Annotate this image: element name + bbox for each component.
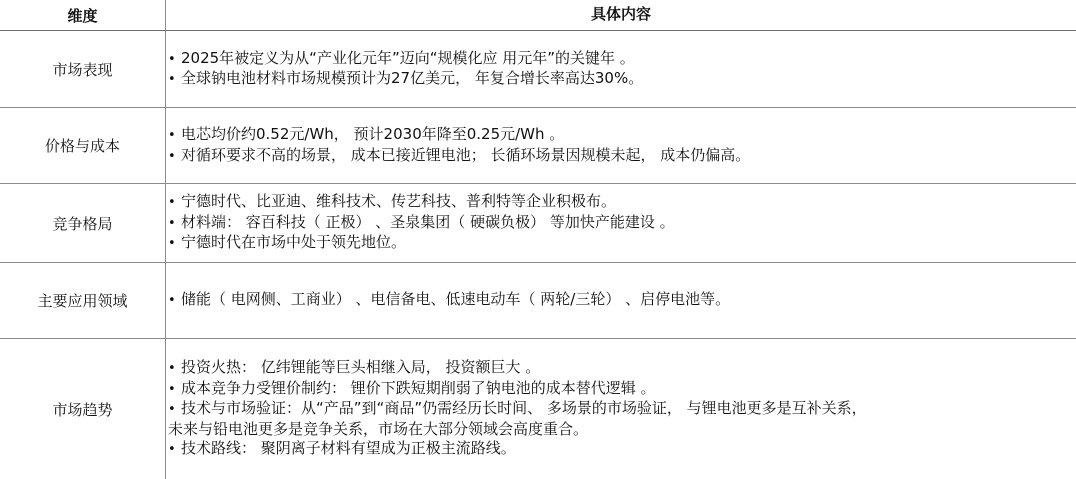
bullet-icon: •	[168, 293, 176, 309]
list-item: • 电芯均价约0.52元/Wh， 预计2030年降至0.25元/Wh 。	[168, 125, 1076, 146]
header-content: 具体内容	[590, 5, 651, 24]
list-item: • 全球钠电池材料市场规模预计为27亿美元， 年复合增长率高达30%。	[168, 69, 1076, 90]
row-content	[166, 184, 1076, 262]
bullet-icon: •	[168, 195, 176, 211]
table-header-row	[0, 0, 1076, 31]
bullet-icon: •	[168, 51, 176, 67]
table-row	[0, 108, 1076, 184]
list-item: • 储能（ 电网侧、工商业） 、电信备电、低速电动车（ 两轮/三轮） 、启停电池等。	[168, 290, 1076, 311]
table-row	[0, 184, 1076, 263]
list-item: • 技术与市场验证：从“产品”到“商品”仍需经历长时间、 多场景的市场验证， 与锂电池更多是互补关系，	[168, 399, 1076, 420]
list-item: • 宁德时代、比亚迪、维科技术、传艺科技、普利特等企业积极布。	[168, 192, 1076, 213]
row-content	[166, 31, 1076, 107]
bullet-icon: •	[168, 402, 176, 418]
list-item-continuation: 未来与铅电池更多是竞争关系，市场在大部分领域会高度重合。	[168, 419, 589, 438]
list-item: • 2025年被定义为从“产业化元年”迈向“规模化应 用元年”的关键年 。	[168, 49, 1076, 70]
row-dimension: 市场表现	[0, 31, 166, 107]
table-row	[0, 263, 1076, 339]
bullet-icon: •	[168, 128, 176, 143]
bullet-icon: •	[168, 381, 176, 397]
list-item: • 投资火热： 亿纬锂能等巨头相继入局， 投资额巨大 。	[168, 358, 1076, 379]
row-content	[166, 339, 1076, 479]
row-dimension: 市场趋势	[0, 339, 166, 479]
bullet-icon: •	[168, 72, 176, 87]
row-dimension: 主要应用领域	[0, 263, 166, 338]
bullet-icon: •	[168, 215, 176, 231]
header-dimension: 维度	[0, 0, 166, 30]
list-item: • 宁德时代在市场中处于领先地位。	[168, 233, 1076, 254]
row-dimension: 价格与成本	[0, 108, 166, 183]
row-content	[166, 108, 1076, 183]
list-item: • 材料端： 容百科技（ 正极） 、圣泉集团（ 硬碳负极） 等加快产能建设 。	[168, 213, 1076, 234]
bullet-icon: •	[168, 361, 176, 377]
table-row	[0, 31, 1076, 108]
row-content	[166, 263, 1076, 338]
list-item: • 技术路线： 聚阴离子材料有望成为正极主流路线。	[168, 439, 1076, 460]
list-item: • 成本竞争力受锂价制约： 锂价下跌短期削弱了钠电池的成本替代逻辑 。	[168, 379, 1076, 400]
list-item: • 对循环要求不高的场景， 成本已接近锂电池； 长循环场景因规模未起， 成本仍偏高。	[168, 146, 1076, 167]
table-row	[0, 339, 1076, 479]
bullet-icon: •	[168, 148, 176, 164]
bullet-icon: •	[168, 236, 176, 252]
row-dimension: 竞争格局	[0, 184, 166, 262]
bullet-icon: •	[168, 442, 176, 458]
